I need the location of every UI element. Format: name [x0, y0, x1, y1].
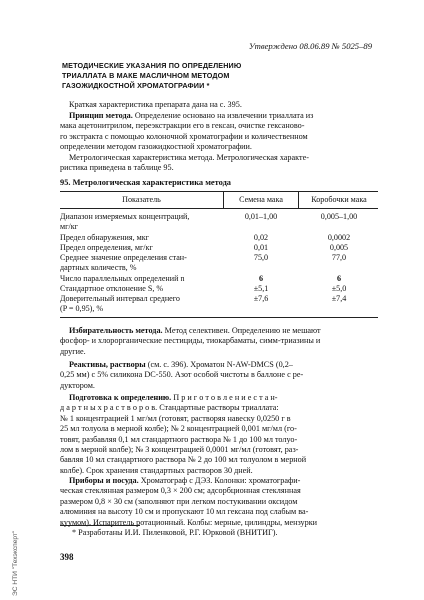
footnote-divider: [60, 525, 140, 526]
metrology-text: ристика приведена в таблице 95.: [60, 163, 174, 173]
table-cell-value: 0,01–1,00: [244, 212, 278, 221]
preparation-text: д а р т н ы х р а с т в о р о в. Стандартные растворы триаллата:: [60, 403, 279, 413]
preparation-text: 25 мл толуола в мерной колбе); № 2 концентрацией 0,001 мг/мл (го-: [60, 424, 297, 434]
page-number: 398: [60, 552, 74, 562]
table-cell-value: 0,02: [253, 233, 269, 242]
selectivity-text: другие.: [60, 346, 86, 356]
table-cell-label: дартных количеств, %: [60, 263, 137, 272]
preparation-text: колбе). Срок хранения стандартных растворов 30 дней.: [60, 465, 253, 475]
equipment-text: куумом). Испаритель ротационный. Колбы: мерные, цилиндры, мензурки: [60, 517, 318, 527]
preparation-heading: Подготовка к определению.: [69, 393, 172, 402]
reagents-text: дуктором.: [60, 380, 95, 390]
title-line: ГАЗОЖИДКОСТНОЙ ХРОМАТОГРАФИИ *: [62, 81, 210, 91]
table-cell-value: 75,0: [253, 253, 269, 262]
reagents-text: (см. с. 396). Хроматон N-AW-DMCS (0,2–: [145, 360, 293, 369]
table-cell-value: ±5,0: [331, 284, 347, 293]
selectivity-heading: Избирательность метода.: [69, 326, 163, 335]
selectivity-text: фосфор- и хлорорганические пестициды, тиокарбаматы, симм-триазины и: [60, 336, 321, 346]
table-divider: [298, 191, 299, 208]
document-title: [62, 61, 322, 92]
table-cell-label: Предел определения, мг/кг: [60, 243, 153, 252]
selectivity-text: Метод селективен. Определению не мешают: [162, 326, 321, 335]
reagents-paragraph: [60, 360, 372, 391]
principle-heading: Принцип метода.: [69, 111, 133, 120]
title-line: МЕТОДИЧЕСКИЕ УКАЗАНИЯ ПО ОПРЕДЕЛЕНИЮ: [62, 61, 242, 70]
table-cell-label: мг/кг: [60, 222, 78, 231]
preparation-text: товят, разбавляя 0,1 мл стандартного раствора № 1 до 100 мл толуо-: [60, 434, 298, 444]
table-header: Показатель: [122, 195, 161, 204]
table-header: Семена мака: [239, 195, 283, 204]
table-header: Коробочки мака: [311, 195, 367, 204]
metrology-paragraph: [60, 153, 372, 174]
table-rule: [60, 191, 378, 192]
equipment-paragraph: [60, 476, 372, 528]
preparation-text: лом в мерной колбе); № 3 концентрацией 0,0001 мг/мл (готовят, раз-: [60, 445, 299, 455]
preparation-paragraph: [60, 393, 372, 476]
metrology-text: Метрологическая характеристика метода. Метрологическая характе-: [69, 153, 309, 162]
footnote: * Разработаны И.И. Пиленковой, Р.Г. Юрковой (ВНИТИГ).: [72, 528, 278, 537]
table-cell-value: ±5,1: [253, 284, 269, 293]
title-line: ТРИАЛЛАТА В МАКЕ МАСЛИЧНОМ МЕТОДОМ: [62, 71, 230, 81]
principle-text: го экстракта с помощью колоночной хроматографии и количественном: [60, 131, 308, 141]
principle-text: мака ацетонитрилом, переэкстракции его в гексан, очистке гексаново-: [60, 121, 305, 131]
equipment-text: размером 0,8 × 30 см (заполняют при легком постукивании оксидом: [60, 496, 298, 506]
equipment-text: ческая стеклянная размером 0,3 × 200 см; адсорбционная стеклянная: [60, 486, 301, 496]
preparation-text: № 1 концентрацией 1 мг/мл (готовят, растворяя навеску 0,0250 г в: [60, 413, 291, 423]
table-cell-value: 77,0: [331, 253, 347, 262]
table-cell-value: 0,0002: [327, 233, 351, 242]
preparation-text: П р и г о т о в л е н и е с т а н-: [171, 393, 278, 402]
table-rule: [60, 317, 378, 318]
preparation-text: бавляя 10 мл стандартного раствора № 2 до 100 мл толуолом в мерной: [60, 455, 307, 465]
table-title: 95. Метрологическая характеристика метода: [60, 178, 231, 187]
table-cell-label: Доверительный интервал среднего: [60, 294, 180, 303]
principle-text: Определение основано на извлечении триаллата из: [132, 111, 314, 120]
table-cell-value: 6: [258, 274, 264, 283]
stamp-watermark: [12, 520, 22, 596]
table-divider: [223, 191, 224, 208]
table-rule: [60, 208, 378, 209]
table-cell-value: 6: [336, 274, 342, 283]
table-cell-label: Число параллельных определений n: [60, 274, 185, 283]
table-cell-label: Стандартное отклонение S, %: [60, 284, 164, 293]
table-cell-label: (P = 0,95), %: [60, 304, 104, 313]
table-cell-label: Среднее значение определения стан-: [60, 253, 187, 262]
equipment-text: Хроматограф с ДЭЗ. Колонки: хроматографи-: [138, 476, 301, 485]
approval-note: Утверждено 08.06.89 № 5025–89: [248, 41, 372, 51]
brief-text: Краткая характеристика препарата дана на с. 395.: [69, 100, 242, 109]
selectivity-paragraph: [60, 326, 372, 357]
table-cell-value: 0,01: [253, 243, 269, 252]
reagents-text: 0,25 мм) с 5% силикона DC-550. Азот особой чистоты в баллоне с ре-: [60, 370, 304, 380]
table-cell-value: 0,005: [329, 243, 349, 252]
table-cell-value: 0,005–1,00: [320, 212, 358, 221]
brief-paragraph: [60, 100, 372, 110]
table-cell-label: Предел обнаружения, мкг: [60, 233, 150, 242]
table-cell-label: Диапазон измеряемых концентраций,: [60, 212, 190, 221]
table-cell-value: ±7,6: [253, 294, 269, 303]
reagents-heading: Реактивы, растворы: [69, 360, 146, 369]
table-cell-value: ±7,4: [331, 294, 347, 303]
stamp-text: ЭС НТИ "Техэксперт": [12, 530, 19, 596]
principle-text: определении методом газожидкостной хроматографии.: [60, 142, 252, 152]
equipment-text: алюминия на высоту 10 см и пропускают 10 мл гексана под слабым ва-: [60, 507, 309, 517]
equipment-heading: Приборы и посуда.: [69, 476, 139, 485]
principle-paragraph: [60, 111, 372, 153]
